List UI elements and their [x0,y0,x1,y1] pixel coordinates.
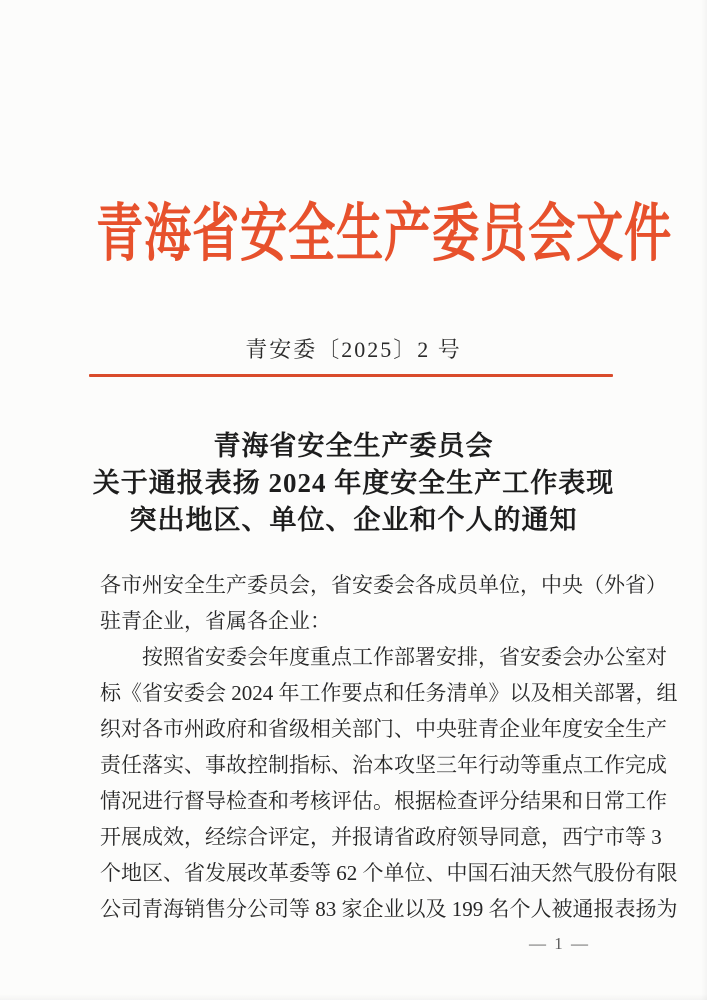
body-line: 个地区、省发展改革委等 62 个单位、中国石油天然气股份有限 [100,861,678,885]
document-title-line-3: 突出地区、单位、企业和个人的通知 [129,505,578,535]
scan-edge [0,994,707,1000]
masthead-title: 青海省安全生产委员会文件 [96,199,672,269]
document-title [0,428,707,539]
document-title-line-2: 关于通报表扬 2024 年度安全生产工作表现 [92,468,615,498]
scan-edge [701,0,707,1000]
red-masthead [0,196,707,272]
body-line: 公司青海销售分公司等 83 家企业以及 199 名个人被通报表扬为 [100,897,678,921]
body-line: 按照省安委会年度重点工作部署安排，省安委会办公室对 [100,645,667,669]
page-number: — 1 — [529,934,590,953]
document-title-line-1: 青海省安全生产委员会 [213,431,494,461]
body-line: 标《省安委会 2024 年工作要点和任务清单》以及相关部署，组 [100,681,678,705]
body-line: 驻青企业，省属各企业： [100,609,331,633]
red-divider-rule [89,374,613,377]
body-line: 开展成效，经综合评定，并报请省政府领导同意，西宁市等 3 [100,825,662,849]
document-number: 青安委〔2025〕2 号 [245,337,462,362]
body-paragraphs [100,567,678,927]
body-line: 责任落实、事故控制指标、治本攻坚三年行动等重点工作完成 [100,753,667,777]
body-line: 各市州安全生产委员会，省安委会各成员单位，中央（外省） [100,573,667,597]
body-line: 织对各市州政府和省级相关部门、中央驻青企业年度安全生产 [100,717,667,741]
body-line: 情况进行督导检查和考核评估。根据检查评分结果和日常工作 [100,789,667,813]
